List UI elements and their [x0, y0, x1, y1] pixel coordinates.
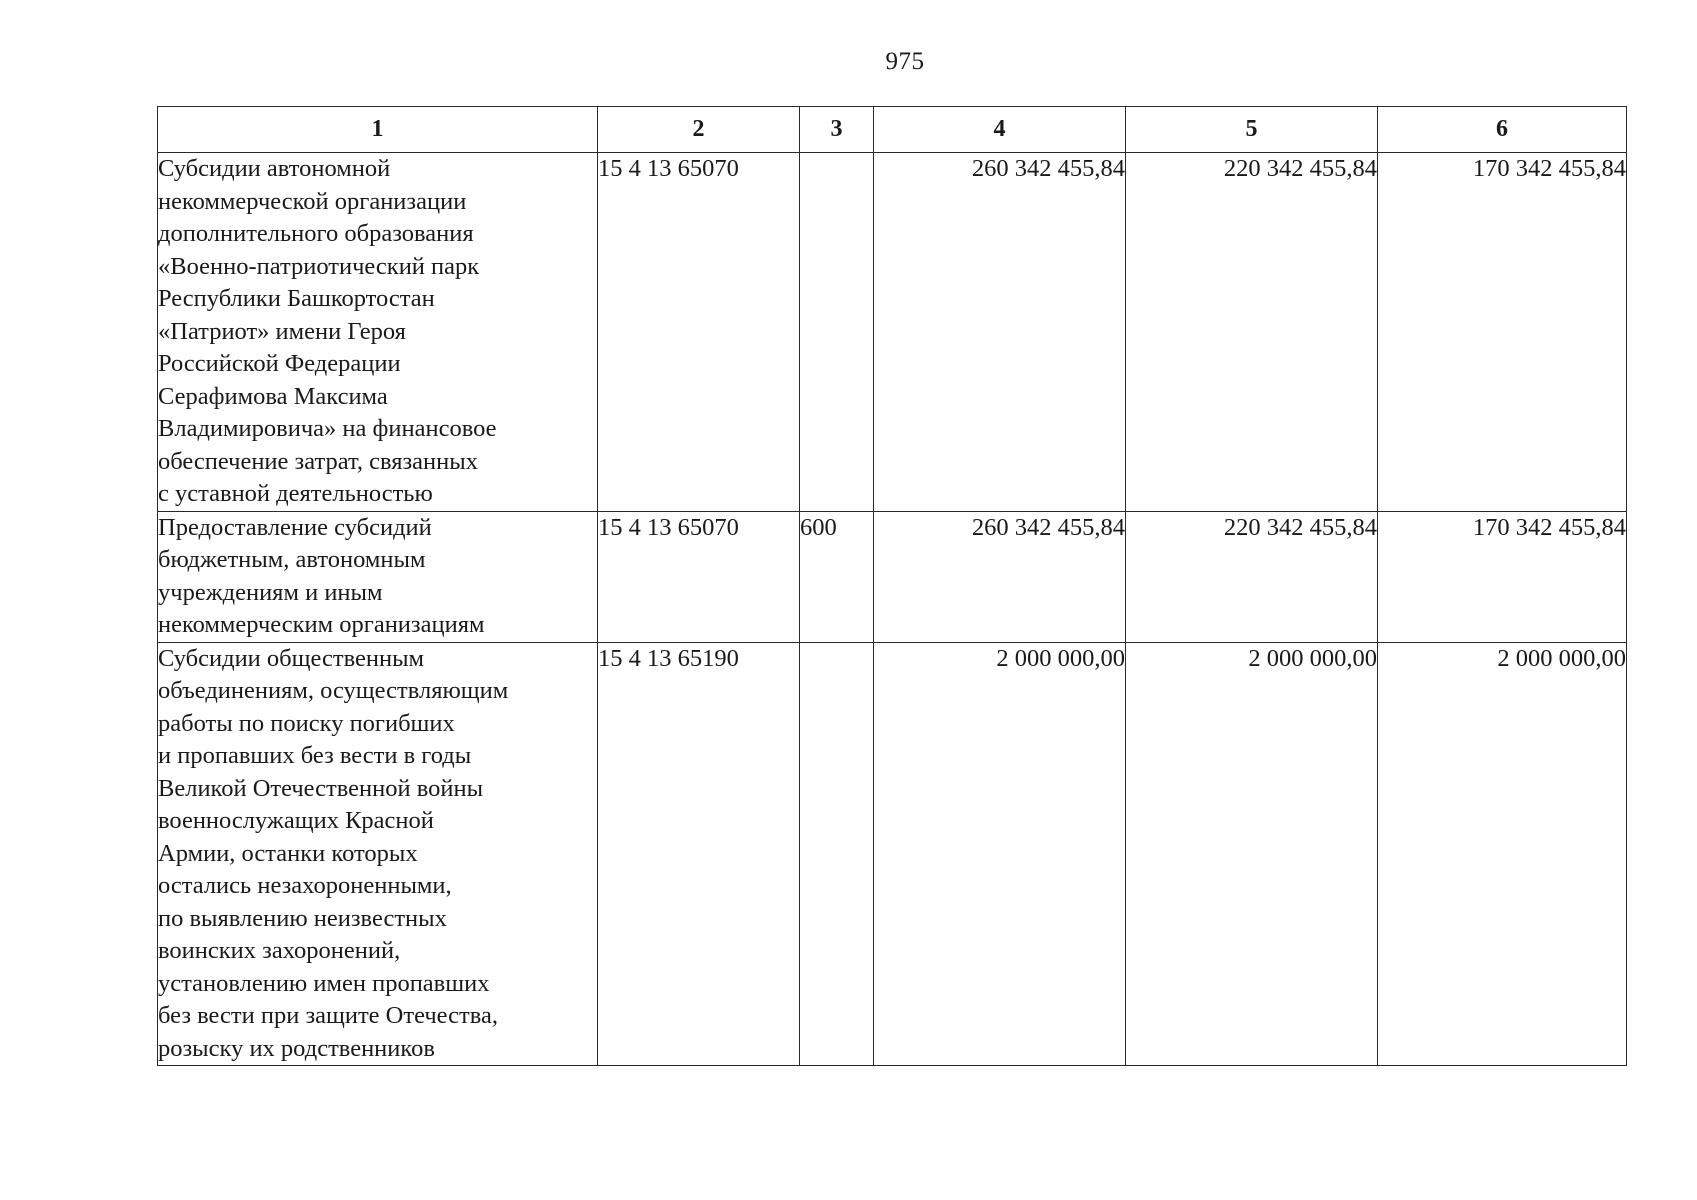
row-expense-type [800, 642, 874, 1066]
row-description: Субсидии общественным объединениям, осуществляющим работы по поиску погибших и пропавших без вести в годы Великой Отечественной войны военнослужащих Красной Армии, останки которых остались незахороненными, по выявлению неизвестных воинских захоронений, установлению имен пропавших без вести при защите Отечества, розыску их родственников [158, 642, 598, 1066]
column-header-3: 3 [800, 107, 874, 153]
row-expense-type: 600 [800, 511, 874, 642]
row-amount-col6: 170 342 455,84 [1378, 511, 1627, 642]
column-header-6: 6 [1378, 107, 1627, 153]
table-row [158, 153, 1627, 512]
column-header-5: 5 [1126, 107, 1378, 153]
row-description: Предоставление субсидий бюджетным, автономным учреждениям и иным некоммерческим организациям [158, 511, 598, 642]
row-amount-col4: 2 000 000,00 [874, 642, 1126, 1066]
row-target-code: 15 4 13 65190 [598, 642, 800, 1066]
column-header-2: 2 [598, 107, 800, 153]
row-amount-col6: 2 000 000,00 [1378, 642, 1627, 1066]
row-amount-col6: 170 342 455,84 [1378, 153, 1627, 512]
row-target-code: 15 4 13 65070 [598, 153, 800, 512]
column-header-1: 1 [158, 107, 598, 153]
row-amount-col4: 260 342 455,84 [874, 153, 1126, 512]
page-number: 975 [885, 48, 925, 75]
budget-table [157, 106, 1627, 1066]
row-description: Субсидии автономной некоммерческой организации дополнительного образования «Военно-патриотический парк Республики Башкортостан «Патриот» имени Героя Российской Федерации Серафимова Максима Владимировича» на финансовое обеспечение затрат, связанных с уставной деятельностью [158, 153, 598, 512]
table-row [158, 511, 1627, 642]
row-amount-col5: 2 000 000,00 [1126, 642, 1378, 1066]
row-amount-col5: 220 342 455,84 [1126, 511, 1378, 642]
row-amount-col4: 260 342 455,84 [874, 511, 1126, 642]
row-expense-type [800, 153, 874, 512]
row-target-code: 15 4 13 65070 [598, 511, 800, 642]
table-header-row [158, 107, 1627, 153]
table-row [158, 642, 1627, 1066]
row-amount-col5: 220 342 455,84 [1126, 153, 1378, 512]
column-header-4: 4 [874, 107, 1126, 153]
